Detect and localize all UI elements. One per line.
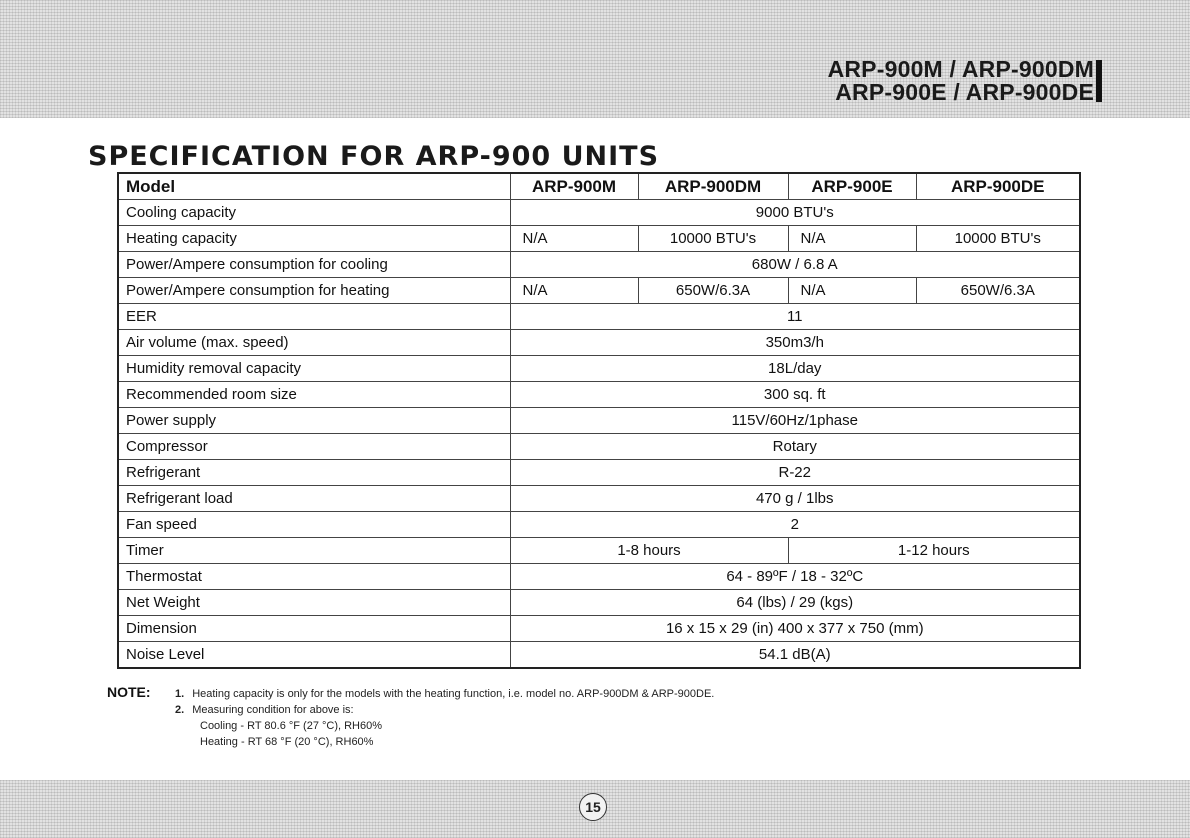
row-label: Dimension	[118, 616, 510, 642]
row-label: Thermostat	[118, 564, 510, 590]
row-value: 2	[510, 512, 1080, 538]
row-value: R-22	[510, 460, 1080, 486]
row-value: 11	[510, 304, 1080, 330]
note-1-text: Heating capacity is only for the models with the heating function, i.e. model no. ARP-900DM & ARP-900DE.	[192, 688, 715, 700]
row-label: Noise Level	[118, 642, 510, 669]
header-arp-900m: ARP-900M	[510, 173, 638, 200]
table-row	[118, 382, 1080, 408]
row-value: 10000 BTU's	[916, 226, 1080, 252]
models-line-2: ARP-900E / ARP-900DE	[835, 79, 1094, 105]
page-title: SPECIFICATION FOR ARP-900 UNITS	[88, 141, 660, 172]
note-heating-condition: Heating - RT 68 °F (20 °C), RH60%	[200, 736, 374, 748]
row-label: Air volume (max. speed)	[118, 330, 510, 356]
row-label: Recommended room size	[118, 382, 510, 408]
row-label: EER	[118, 304, 510, 330]
row-value: N/A	[510, 278, 638, 304]
row-value: 650W/6.3A	[916, 278, 1080, 304]
row-value: N/A	[788, 278, 916, 304]
row-label: Humidity removal capacity	[118, 356, 510, 382]
row-value: 10000 BTU's	[638, 226, 788, 252]
row-value: 1-12 hours	[788, 538, 1080, 564]
page-number-text: 15	[585, 799, 601, 815]
row-value: 470 g / 1lbs	[510, 486, 1080, 512]
row-value: 64 (lbs) / 29 (kgs)	[510, 590, 1080, 616]
row-label: Power/Ampere consumption for heating	[118, 278, 510, 304]
row-label: Power supply	[118, 408, 510, 434]
row-value: 16 x 15 x 29 (in) 400 x 377 x 750 (mm)	[510, 616, 1080, 642]
table-row	[118, 278, 1080, 304]
row-value: 9000 BTU's	[510, 200, 1080, 226]
row-label: Timer	[118, 538, 510, 564]
row-label: Compressor	[118, 434, 510, 460]
table-row	[118, 304, 1080, 330]
models-header-bar	[1096, 60, 1102, 102]
table-row	[118, 252, 1080, 278]
table-row	[118, 434, 1080, 460]
spec-table	[117, 172, 1081, 669]
header-model: Model	[118, 173, 510, 200]
row-label: Heating capacity	[118, 226, 510, 252]
row-value: 64 - 89ºF / 18 - 32ºC	[510, 564, 1080, 590]
row-value: 300 sq. ft	[510, 382, 1080, 408]
table-row	[118, 408, 1080, 434]
page-number	[579, 793, 607, 821]
table-row	[118, 226, 1080, 252]
note-2-text: Measuring condition for above is:	[192, 704, 354, 716]
table-row	[118, 356, 1080, 382]
note-2	[175, 702, 354, 718]
table-row	[118, 642, 1080, 669]
table-row	[118, 512, 1080, 538]
table-row	[118, 460, 1080, 486]
note-cooling-condition: Cooling - RT 80.6 °F (27 °C), RH60%	[200, 720, 383, 732]
table-row	[118, 616, 1080, 642]
row-label: Net Weight	[118, 590, 510, 616]
row-label: Refrigerant load	[118, 486, 510, 512]
note-2-number: 2.	[175, 704, 185, 716]
note-1	[175, 686, 714, 702]
header-arp-900dm: ARP-900DM	[638, 173, 788, 200]
row-value: 1-8 hours	[510, 538, 788, 564]
note-heading: NOTE:	[107, 684, 151, 700]
row-value: 350m3/h	[510, 330, 1080, 356]
row-value: N/A	[510, 226, 638, 252]
models-line-1: ARP-900M / ARP-900DM	[827, 56, 1094, 82]
row-label: Cooling capacity	[118, 200, 510, 226]
header-arp-900de: ARP-900DE	[916, 173, 1080, 200]
row-label: Power/Ampere consumption for cooling	[118, 252, 510, 278]
row-value: Rotary	[510, 434, 1080, 460]
table-header-row	[118, 173, 1080, 200]
table-row	[118, 538, 1080, 564]
note-1-number: 1.	[175, 688, 185, 700]
table-row	[118, 330, 1080, 356]
header-arp-900e: ARP-900E	[788, 173, 916, 200]
row-value: 54.1 dB(A)	[758, 646, 831, 663]
row-label: Fan speed	[118, 512, 510, 538]
row-value: N/A	[788, 226, 916, 252]
row-value: 115V/60Hz/1phase	[510, 408, 1080, 434]
table-row	[118, 564, 1080, 590]
table-row	[118, 590, 1080, 616]
row-value: 18L/day	[510, 356, 1080, 382]
table-row	[118, 200, 1080, 226]
table-row	[118, 486, 1080, 512]
row-value: 680W / 6.8 A	[510, 252, 1080, 278]
models-header	[828, 58, 1094, 104]
row-value: 650W/6.3A	[638, 278, 788, 304]
row-label: Refrigerant	[118, 460, 510, 486]
